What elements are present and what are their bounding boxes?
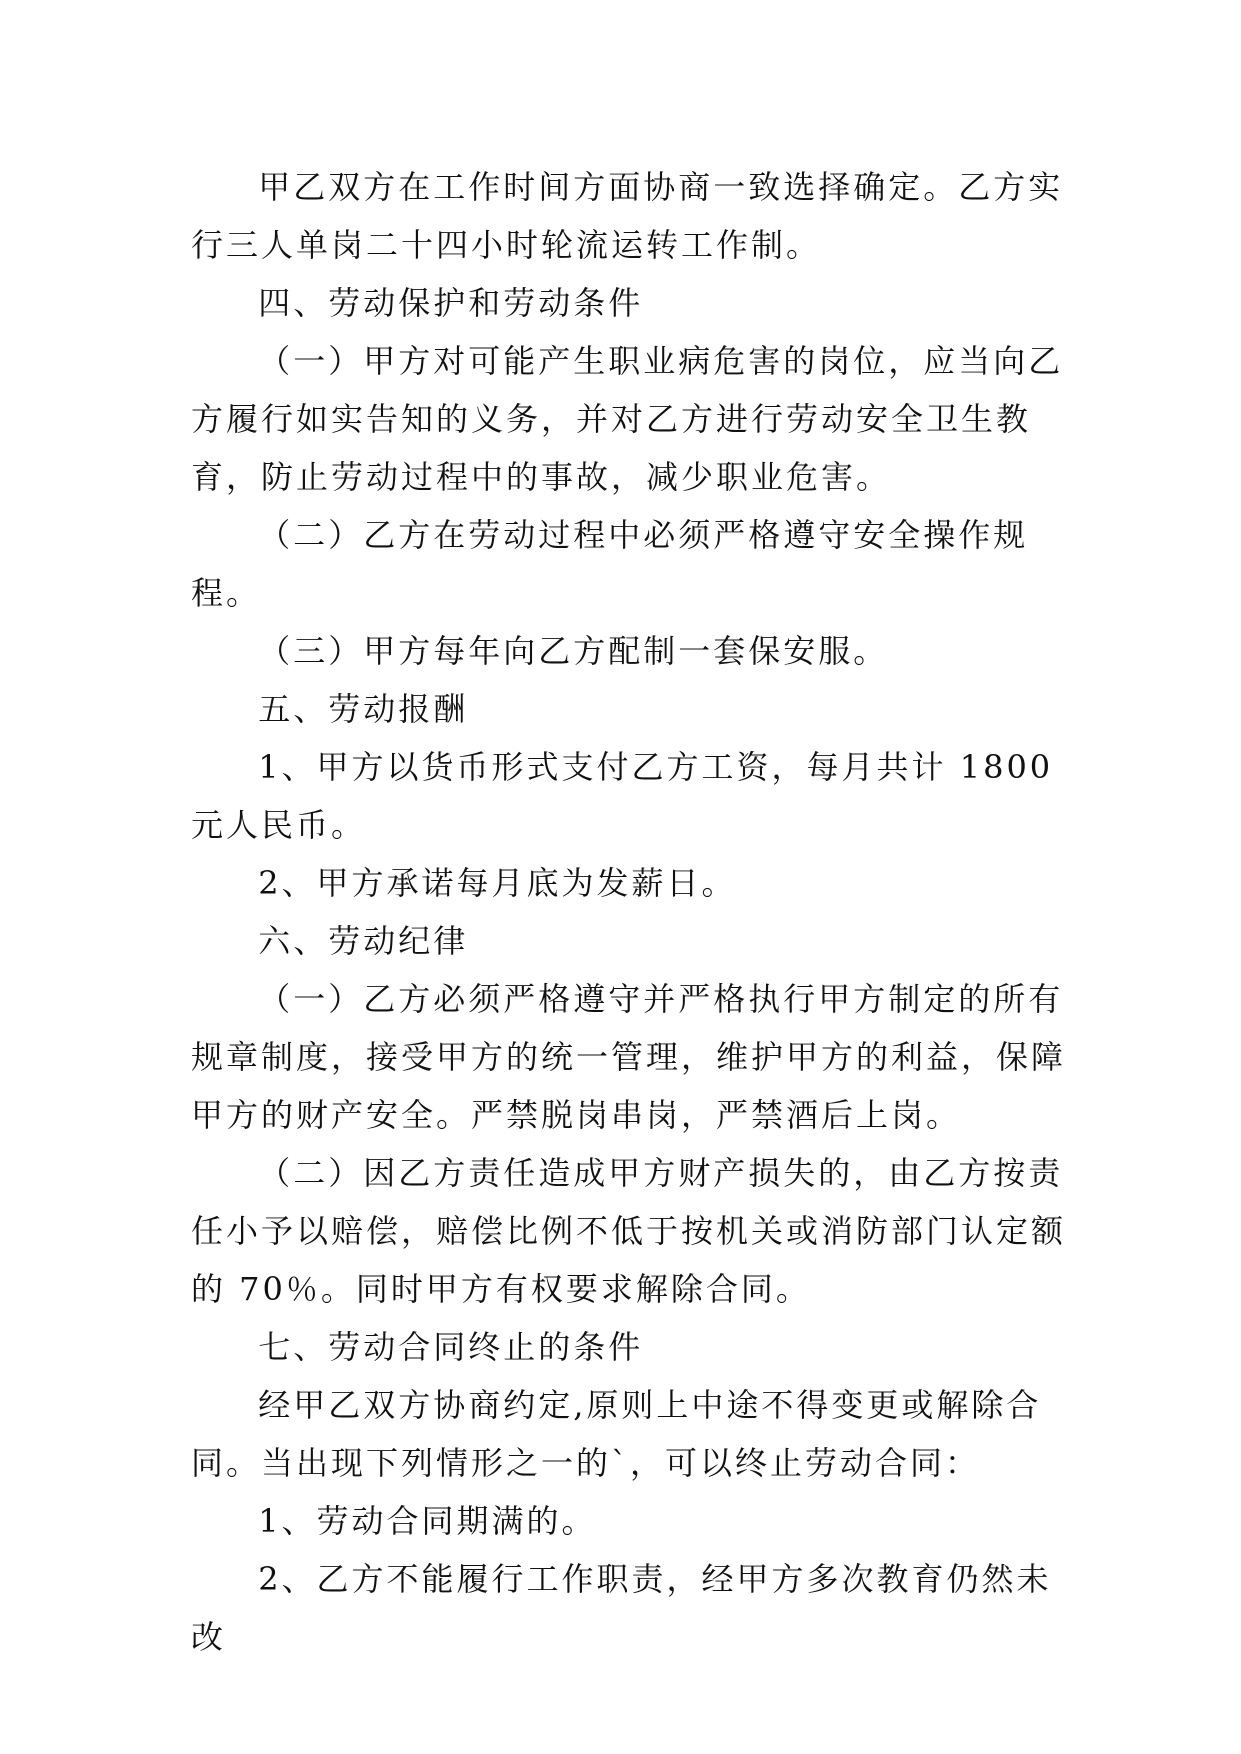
paragraph-termination-2: 2、乙方不能履行工作职责，经甲方多次教育仍然未改	[191, 1560, 1052, 1656]
paragraph-protection-3: （三）甲方每年向乙方配制一套保安服。	[258, 632, 889, 670]
paragraph-protection-1: （一）甲方对可能产生职业病危害的岗位，应当向乙方履行如实告知的义务，并对乙方进行劳动安全卫生教育，防止劳动过程中的事故，减少职业危害。	[191, 342, 1064, 496]
paragraph-termination-intro: 经甲乙双方协商约定,原则上中途不得变更或解除合同。当出现下列情形之一的`，可以终止劳动合同：	[191, 1386, 1042, 1482]
heading-discipline: 六、劳动纪律	[258, 922, 469, 960]
paragraph-discipline-1: （一）乙方必须严格遵守并严格执行甲方制定的所有规章制度，接受甲方的统一管理，维护甲方的利益，保障甲方的财产安全。严禁脱岗串岗，严禁酒后上岗。	[191, 980, 1067, 1134]
document-body	[191, 158, 1071, 1666]
paragraph-remuneration-2: 2、甲方承诺每月底为发薪日。	[258, 864, 737, 902]
heading-labor-protection: 四、劳动保护和劳动条件	[258, 284, 644, 322]
heading-termination: 七、劳动合同终止的条件	[258, 1328, 644, 1366]
paragraph-remuneration-1: 1、甲方以货币形式支付乙方工资，每月共计 1800 元人民币。	[191, 748, 1054, 844]
paragraph-protection-2: （二）乙方在劳动过程中必须严格遵守安全操作规程。	[191, 516, 1029, 612]
paragraph-termination-1: 1、劳动合同期满的。	[258, 1502, 597, 1540]
paragraph-discipline-2: （二）因乙方责任造成甲方财产损失的，由乙方按责任小予以赔偿，赔偿比例不低于按机关或消防部门认定额的 70％。同时甲方有权要求解除合同。	[191, 1154, 1067, 1308]
heading-remuneration: 五、劳动报酬	[258, 690, 469, 728]
paragraph-work-hours: 甲乙双方在工作时间方面协商一致选择确定。乙方实行三人单岗二十四小时轮流运转工作制。	[191, 168, 1064, 264]
